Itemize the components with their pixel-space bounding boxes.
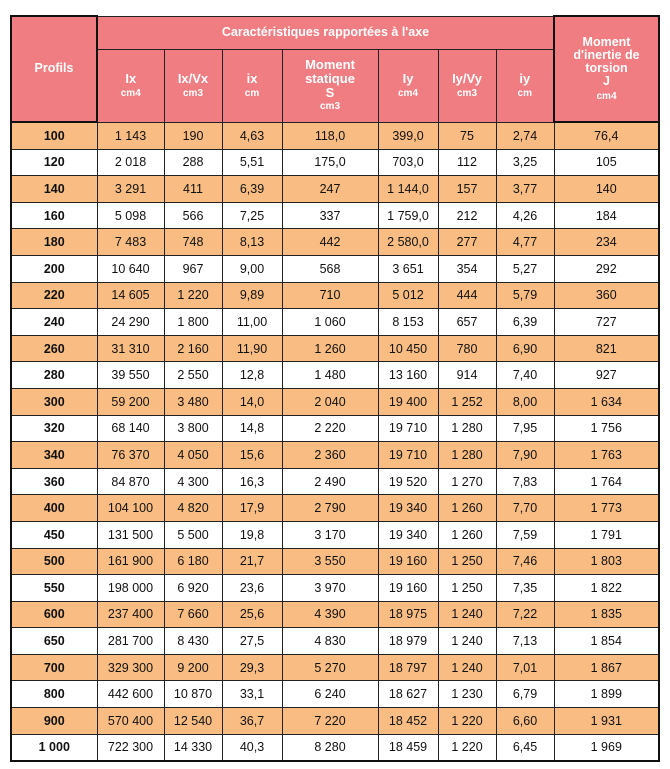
table-cell: 1 060	[282, 309, 378, 336]
table-cell: 7,40	[496, 362, 554, 389]
table-cell: 1 756	[554, 415, 659, 442]
table-row	[11, 388, 659, 415]
table-cell: 1 854	[554, 628, 659, 655]
table-cell: 710	[282, 282, 378, 309]
table-row	[11, 309, 659, 336]
table-row	[11, 495, 659, 522]
profile-cell: 600	[11, 601, 97, 628]
table-cell: 5 098	[97, 202, 164, 229]
table-cell: 7,70	[496, 495, 554, 522]
table-row	[11, 415, 659, 442]
header-column	[282, 49, 378, 122]
table-cell: 39 550	[97, 362, 164, 389]
table-cell: 927	[554, 362, 659, 389]
table-cell: 1 763	[554, 442, 659, 469]
table-cell: 5 012	[378, 282, 438, 309]
table-cell: 161 900	[97, 548, 164, 575]
table-cell: 442	[282, 229, 378, 256]
profile-cell: 320	[11, 415, 97, 442]
table-row	[11, 176, 659, 203]
table-cell: 1 800	[164, 309, 222, 336]
table-cell: 36,7	[222, 708, 282, 735]
table-cell: 8,13	[222, 229, 282, 256]
header-column	[378, 49, 438, 122]
profile-cell: 700	[11, 654, 97, 681]
header-column-label: Ix/Vx	[177, 70, 209, 86]
table-cell: 25,6	[222, 601, 282, 628]
table-cell: 7,35	[496, 575, 554, 602]
table-cell: 198 000	[97, 575, 164, 602]
table-cell: 1 759,0	[378, 202, 438, 229]
table-cell: 212	[438, 202, 496, 229]
table-cell: 8 280	[282, 734, 378, 761]
table-cell: 18 979	[378, 628, 438, 655]
table-cell: 19 520	[378, 468, 438, 495]
profile-cell: 200	[11, 255, 97, 282]
table-cell: 3 651	[378, 255, 438, 282]
table-cell: 329 300	[97, 654, 164, 681]
table-cell: 19 160	[378, 548, 438, 575]
table-container	[10, 15, 660, 762]
table-cell: 29,3	[222, 654, 282, 681]
table-cell: 1 240	[438, 601, 496, 628]
table-cell: 104 100	[97, 495, 164, 522]
table-cell: 780	[438, 335, 496, 362]
profile-cell: 650	[11, 628, 97, 655]
table-cell: 31 310	[97, 335, 164, 362]
header-torsion-unit: cm4	[596, 90, 617, 102]
table-cell: 360	[554, 282, 659, 309]
table-cell: 3 480	[164, 388, 222, 415]
header-column	[97, 49, 164, 122]
table-cell: 3 291	[97, 176, 164, 203]
table-cell: 18 627	[378, 681, 438, 708]
table-cell: 6,79	[496, 681, 554, 708]
table-row	[11, 468, 659, 495]
table-cell: 2 580,0	[378, 229, 438, 256]
profile-cell: 100	[11, 122, 97, 149]
header-column-label: statique	[305, 70, 355, 86]
header-column-unit: cm	[244, 87, 260, 99]
table-cell: 18 975	[378, 601, 438, 628]
table-cell: 2 490	[282, 468, 378, 495]
table-cell: 1 773	[554, 495, 659, 522]
table-cell: 4 830	[282, 628, 378, 655]
header-column-label: Iy	[402, 70, 414, 86]
table-cell: 140	[554, 176, 659, 203]
table-row	[11, 654, 659, 681]
header-torsion-line-2: d'inertie de	[573, 48, 640, 63]
table-cell: 3,77	[496, 176, 554, 203]
table-cell: 1 931	[554, 708, 659, 735]
table-row	[11, 122, 659, 149]
profile-cell: 220	[11, 282, 97, 309]
table-cell: 4 050	[164, 442, 222, 469]
table-cell: 19 710	[378, 442, 438, 469]
table-cell: 19,8	[222, 521, 282, 548]
table-cell: 237 400	[97, 601, 164, 628]
table-cell: 1 822	[554, 575, 659, 602]
table-row	[11, 708, 659, 735]
table-cell: 105	[554, 149, 659, 176]
table-cell: 1 252	[438, 388, 496, 415]
table-cell: 277	[438, 229, 496, 256]
table-cell: 292	[554, 255, 659, 282]
table-row	[11, 362, 659, 389]
table-cell: 6 240	[282, 681, 378, 708]
table-cell: 4,63	[222, 122, 282, 149]
table-cell: 10 640	[97, 255, 164, 282]
table-cell: 4,26	[496, 202, 554, 229]
table-cell: 1 260	[438, 495, 496, 522]
profile-cell: 240	[11, 309, 97, 336]
table-row	[11, 202, 659, 229]
table-cell: 7 220	[282, 708, 378, 735]
table-cell: 11,00	[222, 309, 282, 336]
table-cell: 5,79	[496, 282, 554, 309]
profile-cell: 400	[11, 495, 97, 522]
table-cell: 10 450	[378, 335, 438, 362]
table-row	[11, 681, 659, 708]
table-cell: 7,13	[496, 628, 554, 655]
table-cell: 2 018	[97, 149, 164, 176]
table-cell: 444	[438, 282, 496, 309]
table-cell: 7,46	[496, 548, 554, 575]
profile-cell: 260	[11, 335, 97, 362]
table-cell: 1 899	[554, 681, 659, 708]
table-cell: 7 483	[97, 229, 164, 256]
table-cell: 722 300	[97, 734, 164, 761]
table-header	[11, 16, 659, 122]
table-cell: 9,89	[222, 282, 282, 309]
table-cell: 18 459	[378, 734, 438, 761]
table-cell: 8 430	[164, 628, 222, 655]
table-cell: 657	[438, 309, 496, 336]
table-cell: 6,39	[222, 176, 282, 203]
table-cell: 1 867	[554, 654, 659, 681]
table-cell: 6,90	[496, 335, 554, 362]
table-cell: 5 500	[164, 521, 222, 548]
table-cell: 6 920	[164, 575, 222, 602]
header-column-label: Moment	[305, 57, 355, 73]
table-cell: 1 791	[554, 521, 659, 548]
table-cell: 5,27	[496, 255, 554, 282]
header-torsion-line-1: Moment	[582, 35, 631, 49]
table-cell: 131 500	[97, 521, 164, 548]
table-cell: 24 290	[97, 309, 164, 336]
header-column	[438, 49, 496, 122]
profile-cell: 1 000	[11, 734, 97, 761]
table-cell: 570 400	[97, 708, 164, 735]
table-cell: 75	[438, 122, 496, 149]
table-cell: 68 140	[97, 415, 164, 442]
table-cell: 1 270	[438, 468, 496, 495]
table-cell: 727	[554, 309, 659, 336]
table-cell: 76 370	[97, 442, 164, 469]
header-column	[222, 49, 282, 122]
profile-cell: 180	[11, 229, 97, 256]
header-column-unit: cm3	[319, 101, 340, 113]
table-cell: 1 260	[282, 335, 378, 362]
table-cell: 19 340	[378, 495, 438, 522]
header-profiles: Profils	[11, 16, 97, 122]
table-cell: 16,3	[222, 468, 282, 495]
table-cell: 1 280	[438, 442, 496, 469]
table-cell: 10 870	[164, 681, 222, 708]
table-cell: 967	[164, 255, 222, 282]
table-cell: 4 820	[164, 495, 222, 522]
table-cell: 2 220	[282, 415, 378, 442]
table-cell: 7,59	[496, 521, 554, 548]
table-cell: 1 835	[554, 601, 659, 628]
table-cell: 399,0	[378, 122, 438, 149]
table-cell: 1 220	[438, 708, 496, 735]
table-cell: 9,00	[222, 255, 282, 282]
profile-cell: 120	[11, 149, 97, 176]
table-cell: 5 270	[282, 654, 378, 681]
table-cell: 19 340	[378, 521, 438, 548]
table-cell: 14 605	[97, 282, 164, 309]
table-cell: 234	[554, 229, 659, 256]
table-cell: 12,8	[222, 362, 282, 389]
table-cell: 14 330	[164, 734, 222, 761]
table-cell: 411	[164, 176, 222, 203]
table-cell: 821	[554, 335, 659, 362]
table-cell: 14,8	[222, 415, 282, 442]
table-cell: 281 700	[97, 628, 164, 655]
header-group-axis: Caractéristiques rapportées à l'axe	[97, 16, 554, 49]
table-row	[11, 255, 659, 282]
table-cell: 1 634	[554, 388, 659, 415]
table-row	[11, 575, 659, 602]
table-row	[11, 521, 659, 548]
table-cell: 184	[554, 202, 659, 229]
table-row	[11, 601, 659, 628]
table-cell: 7 660	[164, 601, 222, 628]
profile-cell: 450	[11, 521, 97, 548]
table-row	[11, 149, 659, 176]
table-cell: 175,0	[282, 149, 378, 176]
table-body	[11, 122, 659, 761]
table-cell: 2 160	[164, 335, 222, 362]
table-cell: 337	[282, 202, 378, 229]
table-cell: 2 790	[282, 495, 378, 522]
table-cell: 1 220	[438, 734, 496, 761]
table-cell: 6,60	[496, 708, 554, 735]
table-cell: 1 240	[438, 654, 496, 681]
table-cell: 247	[282, 176, 378, 203]
profile-cell: 800	[11, 681, 97, 708]
table-cell: 7,25	[222, 202, 282, 229]
table-cell: 2,74	[496, 122, 554, 149]
table-cell: 112	[438, 149, 496, 176]
profile-cell: 140	[11, 176, 97, 203]
table-cell: 1 260	[438, 521, 496, 548]
header-column-unit: cm3	[456, 87, 477, 99]
table-cell: 4 390	[282, 601, 378, 628]
table-cell: 1 480	[282, 362, 378, 389]
profile-cell: 550	[11, 575, 97, 602]
table-row	[11, 734, 659, 761]
table-cell: 7,90	[496, 442, 554, 469]
header-column-label: Iy/Vy	[452, 70, 482, 86]
table-cell: 6,39	[496, 309, 554, 336]
table-cell: 18 797	[378, 654, 438, 681]
table-cell: 703,0	[378, 149, 438, 176]
table-cell: 2 040	[282, 388, 378, 415]
table-cell: 914	[438, 362, 496, 389]
table-cell: 1 144,0	[378, 176, 438, 203]
table-cell: 442 600	[97, 681, 164, 708]
header-column-label: S	[325, 84, 335, 100]
table-cell: 1 250	[438, 575, 496, 602]
table-cell: 1 220	[164, 282, 222, 309]
table-cell: 5,51	[222, 149, 282, 176]
table-cell: 1 250	[438, 548, 496, 575]
table-cell: 6,45	[496, 734, 554, 761]
profile-cell: 300	[11, 388, 97, 415]
profile-cell: 280	[11, 362, 97, 389]
table-cell: 6 180	[164, 548, 222, 575]
table-cell: 9 200	[164, 654, 222, 681]
table-cell: 748	[164, 229, 222, 256]
table-cell: 118,0	[282, 122, 378, 149]
header-column-unit: cm	[517, 87, 532, 99]
table-row	[11, 442, 659, 469]
table-cell: 23,6	[222, 575, 282, 602]
table-cell: 15,6	[222, 442, 282, 469]
profile-characteristics-table	[10, 15, 660, 762]
header-column	[164, 49, 222, 122]
table-cell: 4,77	[496, 229, 554, 256]
table-cell: 1 280	[438, 415, 496, 442]
header-column-label: iy	[519, 70, 531, 86]
table-cell: 19 400	[378, 388, 438, 415]
table-cell: 190	[164, 122, 222, 149]
profile-cell: 500	[11, 548, 97, 575]
table-cell: 3,25	[496, 149, 554, 176]
table-cell: 568	[282, 255, 378, 282]
table-cell: 4 300	[164, 468, 222, 495]
header-column-unit: cm4	[120, 87, 141, 99]
table-cell: 7,22	[496, 601, 554, 628]
table-cell: 21,7	[222, 548, 282, 575]
table-cell: 19 710	[378, 415, 438, 442]
table-row	[11, 282, 659, 309]
table-cell: 3 550	[282, 548, 378, 575]
table-cell: 354	[438, 255, 496, 282]
table-cell: 7,83	[496, 468, 554, 495]
table-cell: 8,00	[496, 388, 554, 415]
header-column	[496, 49, 554, 122]
table-cell: 157	[438, 176, 496, 203]
header-column-label: Ix	[125, 70, 137, 86]
profile-cell: 900	[11, 708, 97, 735]
table-row	[11, 335, 659, 362]
table-cell: 1 230	[438, 681, 496, 708]
table-row	[11, 229, 659, 256]
table-row	[11, 548, 659, 575]
table-cell: 40,3	[222, 734, 282, 761]
table-row	[11, 628, 659, 655]
table-cell: 27,5	[222, 628, 282, 655]
header-column-unit: cm4	[397, 87, 418, 99]
profile-cell: 160	[11, 202, 97, 229]
table-cell: 76,4	[554, 122, 659, 149]
header-torsion-line-3: torsion	[585, 61, 628, 76]
table-cell: 2 360	[282, 442, 378, 469]
table-cell: 1 764	[554, 468, 659, 495]
table-cell: 19 160	[378, 575, 438, 602]
table-cell: 14,0	[222, 388, 282, 415]
header-column-label: ix	[246, 70, 258, 86]
profile-cell: 360	[11, 468, 97, 495]
table-cell: 1 143	[97, 122, 164, 149]
table-cell: 84 870	[97, 468, 164, 495]
table-cell: 17,9	[222, 495, 282, 522]
header-column-unit: cm3	[182, 87, 203, 99]
table-cell: 3 970	[282, 575, 378, 602]
header-torsion-line-4: J	[603, 74, 610, 89]
table-cell: 12 540	[164, 708, 222, 735]
header-torsion	[554, 16, 659, 122]
table-cell: 59 200	[97, 388, 164, 415]
table-cell: 7,95	[496, 415, 554, 442]
table-cell: 1 803	[554, 548, 659, 575]
table-cell: 1 240	[438, 628, 496, 655]
table-cell: 288	[164, 149, 222, 176]
table-cell: 1 969	[554, 734, 659, 761]
table-cell: 13 160	[378, 362, 438, 389]
table-cell: 33,1	[222, 681, 282, 708]
table-cell: 8 153	[378, 309, 438, 336]
profile-cell: 340	[11, 442, 97, 469]
table-cell: 3 800	[164, 415, 222, 442]
table-cell: 7,01	[496, 654, 554, 681]
table-cell: 3 170	[282, 521, 378, 548]
table-cell: 2 550	[164, 362, 222, 389]
table-cell: 11,90	[222, 335, 282, 362]
table-cell: 566	[164, 202, 222, 229]
table-cell: 18 452	[378, 708, 438, 735]
